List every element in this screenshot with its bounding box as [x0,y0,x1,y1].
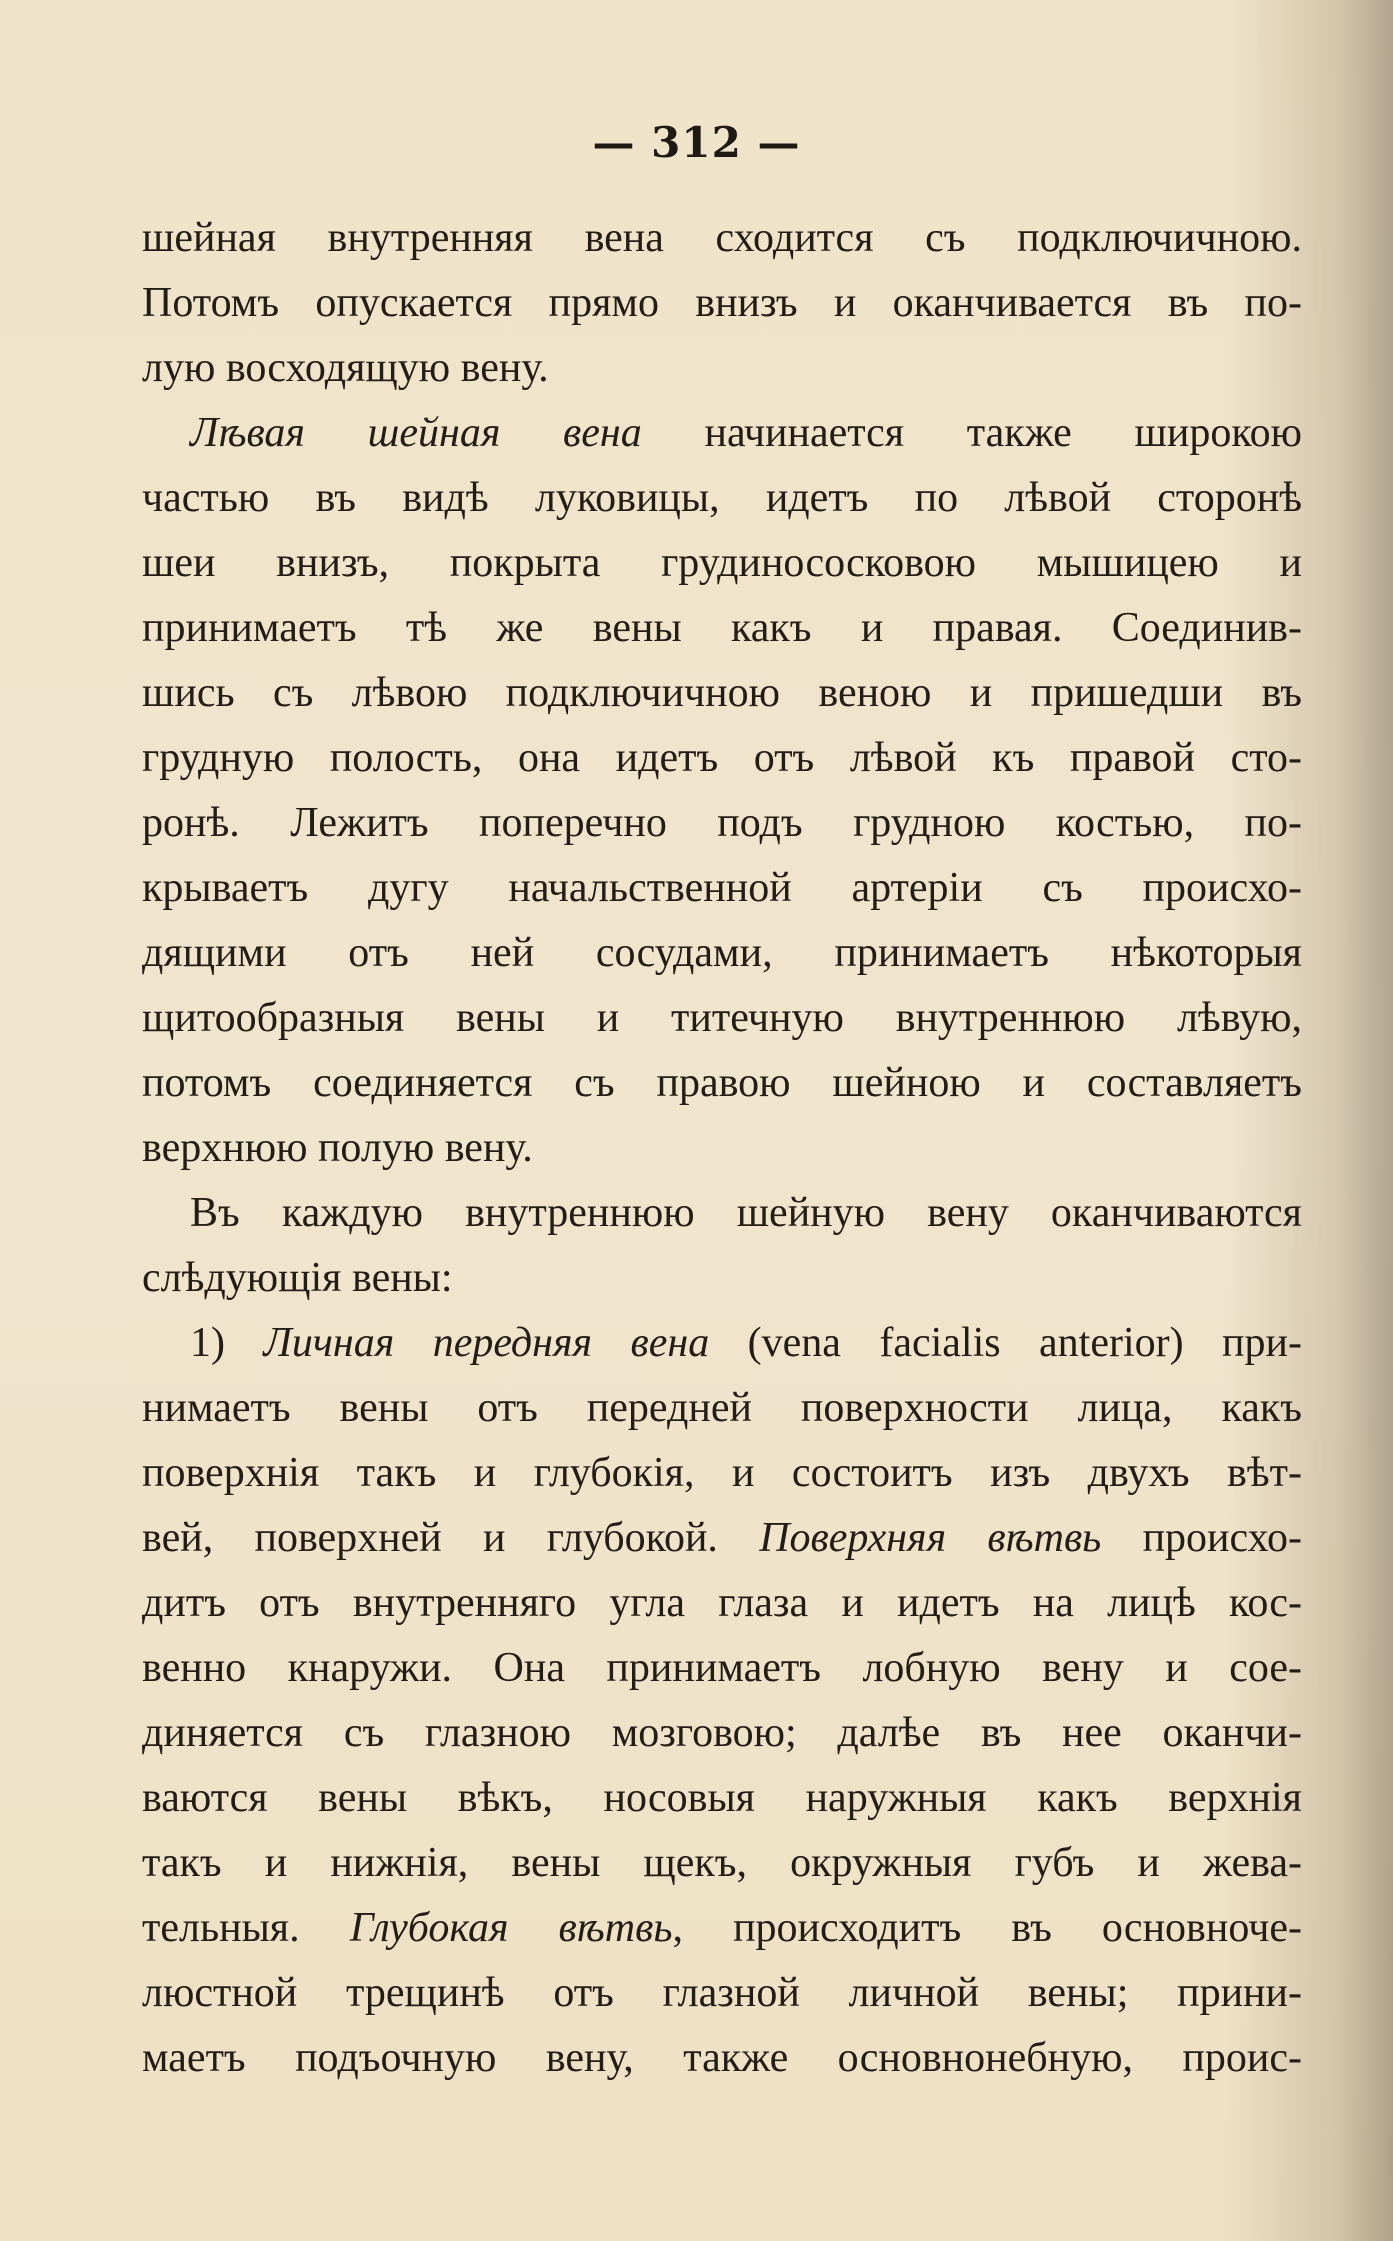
text-segment: ваются вены вѣкъ, носовыя наружныя какъ верхнія [142,1775,1302,1821]
text-segment: маетъ подъочную вену, также основнонебную, проис- [142,2035,1302,2081]
text-segment: нимаетъ вены отъ передней поверхности лица, какъ [142,1385,1302,1431]
text-segment: шейная внутренняя вена сходится съ подключичною. [142,215,1302,261]
text-segment: диняется съ глазною мозговою; далѣе въ нее оканчи- [142,1710,1302,1756]
text-segment: шись съ лѣвою подключичною веною и пришедши въ [142,670,1302,716]
text-segment: такъ и нижнія, вены щекъ, окружныя губъ и жева- [142,1840,1302,1886]
text-line [142,1961,1302,2026]
text-line [142,661,1302,726]
italic-term: Поверхняя вѣтвь [759,1515,1102,1561]
text-segment: шеи внизъ, покрыта грудинососковою мышицею и [142,540,1302,586]
text-segment: люстной трещинѣ отъ глазной личной вены; прини- [142,1970,1302,2016]
text-line [142,1311,1302,1376]
text-segment: грудную полость, она идетъ отъ лѣвой къ правой сто- [142,735,1302,781]
page-number: — 312 — [592,118,801,167]
text-segment: происхо- [1101,1515,1302,1561]
text-line [142,2026,1302,2091]
text-segment: лую восходящую вену. [142,345,549,391]
text-segment: потомъ соединяется съ правою шейною и составляетъ [142,1060,1302,1106]
text-segment: начинается также широкою [641,410,1302,456]
text-segment: ронѣ. Лежитъ поперечно подъ грудною костью, по- [142,800,1302,846]
italic-term: Глубокая вѣтвь [349,1905,673,1951]
text-segment: дящими отъ ней сосудами, принимаетъ нѣкоторыя [142,930,1302,976]
text-line [142,1701,1302,1766]
text-line [142,596,1302,661]
text-line [142,466,1302,531]
text-line [142,1831,1302,1896]
text-segment: , происходитъ въ основноче- [672,1905,1303,1951]
text-segment: частью въ видѣ луковицы, идетъ по лѣвой сторонѣ [142,475,1302,521]
text-segment: дитъ отъ внутренняго угла глаза и идетъ на лицѣ кос- [142,1580,1302,1626]
text-line [142,1246,1302,1311]
text-line [142,726,1302,791]
text-line [142,206,1302,271]
text-line [142,1766,1302,1831]
text-line [142,401,1302,466]
text-line [142,921,1302,986]
text-segment: поверхнія такъ и глубокія, и состоитъ изъ двухъ вѣт- [142,1450,1302,1496]
text-line [142,791,1302,856]
text-line [142,1181,1302,1246]
text-line [142,271,1302,336]
text-line [142,1376,1302,1441]
italic-term: Лѣвая шейная вена [190,410,642,456]
text-line [142,856,1302,921]
text-segment: 1) [190,1320,264,1366]
text-line [142,1506,1302,1571]
text-segment: венно кнаружи. Она принимаетъ лобную вену и сое- [142,1645,1302,1691]
text-line [142,1636,1302,1701]
text-line [142,531,1302,596]
text-segment: (vena facialis anterior) при- [709,1320,1302,1366]
text-segment: слѣдующія вены: [142,1255,453,1301]
text-line [142,986,1302,1051]
text-segment: вей, поверхней и глубокой. [142,1515,760,1561]
text-segment: Въ каждую внутреннюю шейную вену оканчиваются [190,1190,1302,1236]
italic-term: Личная передняя вена [263,1320,710,1366]
text-segment: верхнюю полую вену. [142,1125,533,1171]
text-line [142,1051,1302,1116]
text-line [142,1116,1302,1181]
text-line [142,1896,1302,1961]
text-segment: Потомъ опускается прямо внизъ и оканчивается въ по- [142,280,1302,326]
text-segment: щитообразныя вены и титечную внутреннюю лѣвую, [142,995,1302,1041]
text-line [142,336,1302,401]
body-text [142,206,1302,2091]
text-line [142,1571,1302,1636]
text-segment: тельныя. [142,1905,350,1951]
text-segment: крываетъ дугу начальственной артеріи съ происхо- [142,865,1302,911]
text-line [142,1441,1302,1506]
text-segment: принимаетъ тѣ же вены какъ и правая. Соединив- [142,605,1302,651]
